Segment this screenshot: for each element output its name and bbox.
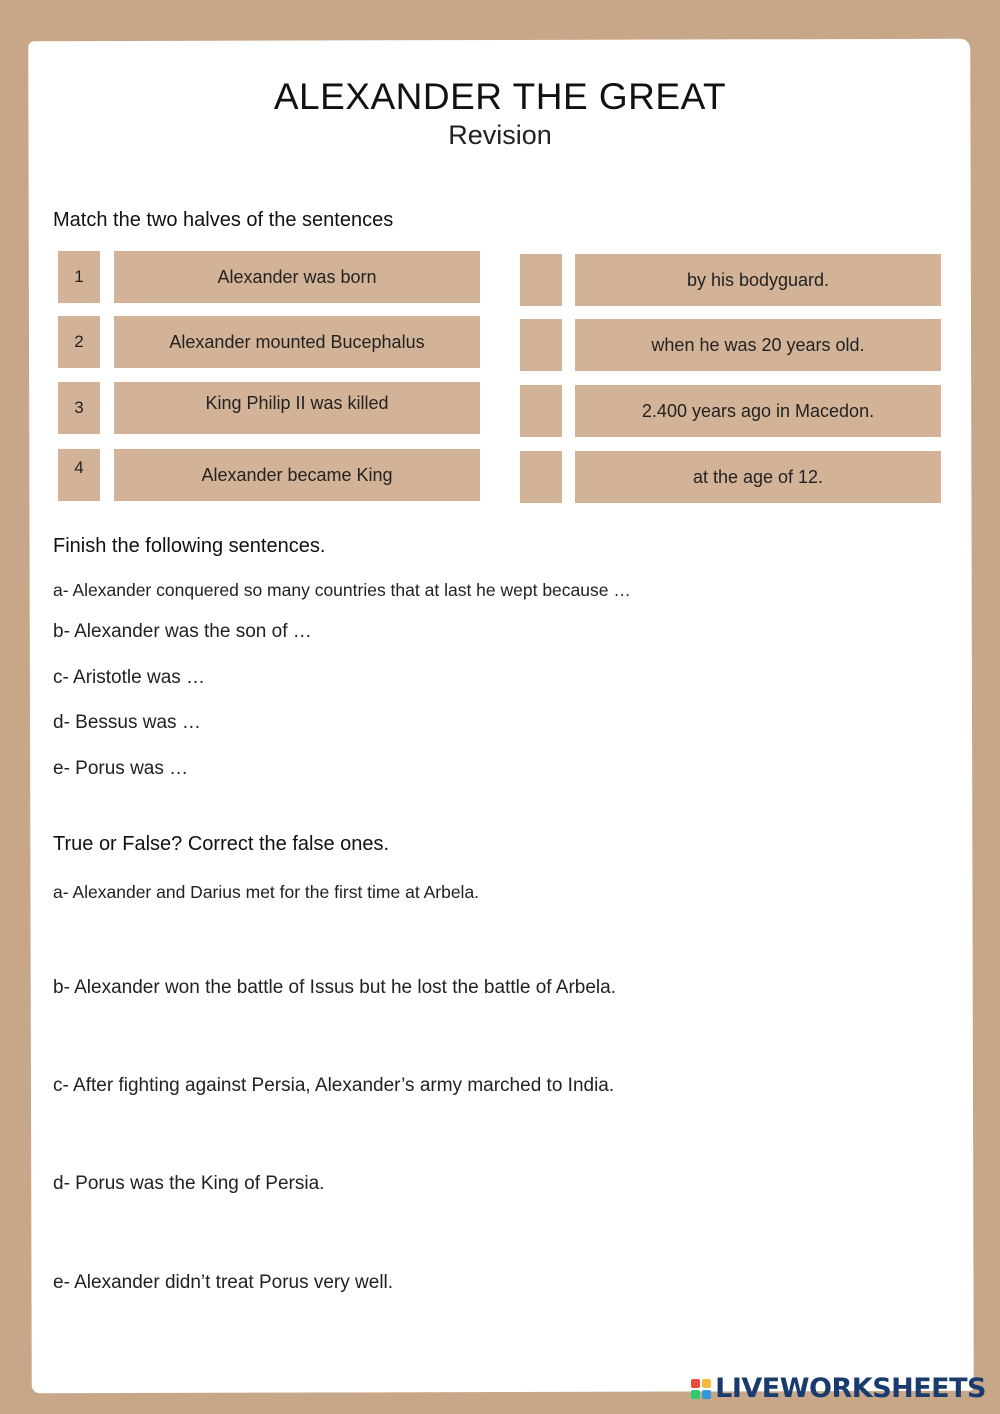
match-left-half[interactable]: Alexander was born [114,251,480,303]
match-right-half[interactable]: when he was 20 years old. [575,319,941,371]
match-left-half[interactable]: King Philip II was killed [114,382,480,434]
match-number-box: 1 [58,251,100,303]
finish-item: c- Aristotle was … [53,667,206,688]
page-subtitle: Revision [448,120,552,150]
match-number-box: 3 [58,382,100,434]
liveworksheets-logo-icon [691,1379,711,1399]
match-right-half[interactable]: by his bodyguard. [575,254,941,306]
truefalse-item: a- Alexander and Darius met for the first time at Arbela. [53,882,480,902]
match-answer-box[interactable] [520,451,562,503]
match-number-box: 4 [58,449,100,501]
page-title: ALEXANDER THE GREAT [273,76,727,117]
finish-item: b- Alexander was the son of … [53,621,312,642]
match-answer-box[interactable] [520,385,562,437]
truefalse-item: e- Alexander didn’t treat Porus very well. [53,1272,394,1293]
finish-item: e- Porus was … [53,758,189,779]
truefalse-item: d- Porus was the King of Persia. [53,1173,325,1194]
truefalse-item: c- After fighting against Persia, Alexander’s army marched to India. [53,1075,615,1096]
truefalse-heading: True or False? Correct the false ones. [53,833,390,855]
match-left-half[interactable]: Alexander mounted Bucephalus [114,316,480,368]
finish-item: a- Alexander conquered so many countries that at last he wept because … [53,580,631,600]
match-answer-box[interactable] [520,319,562,371]
match-heading: Match the two halves of the sentences [53,209,394,231]
finish-heading: Finish the following sentences. [53,535,326,557]
match-right-half[interactable]: at the age of 12. [575,451,941,503]
truefalse-item: b- Alexander won the battle of Issus but he lost the battle of Arbela. [53,977,616,998]
logo-text: LIVEWORKSHEETS [715,1373,986,1404]
match-left-half[interactable]: Alexander became King [114,449,480,501]
match-answer-box[interactable] [520,254,562,306]
match-right-half[interactable]: 2.400 years ago in Macedon. [575,385,941,437]
match-number-box: 2 [58,316,100,368]
liveworksheets-logo[interactable] [691,1373,986,1404]
finish-item: d- Bessus was … [53,712,201,733]
